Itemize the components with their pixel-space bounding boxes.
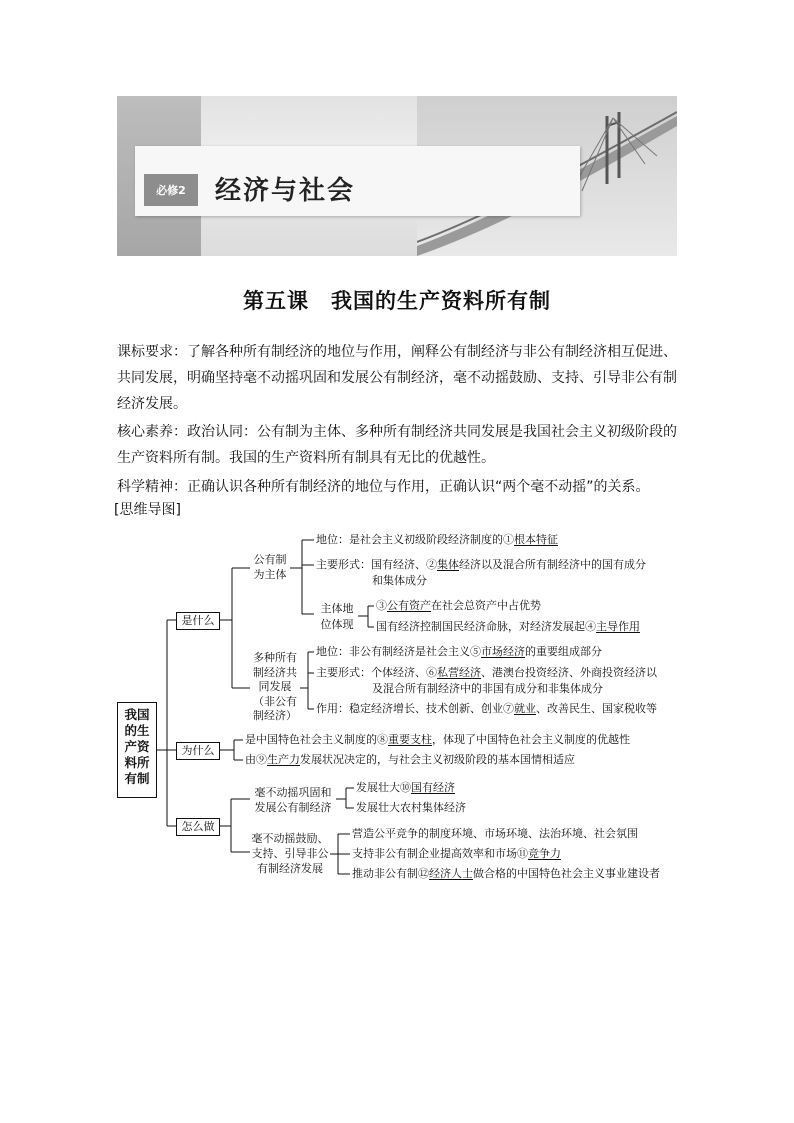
requirements-label: 课标要求： <box>117 344 187 360</box>
public-status <box>316 533 558 547</box>
book-badge: 必修2 <box>144 174 198 206</box>
public-role2-prefix: 国有经济控制国民经济命脉，对经济发展起④ <box>376 620 596 633</box>
public-role1-suffix: 在社会总资产中占优势 <box>431 599 541 612</box>
how-nonpublic-item3-suffix: 做合格的中国特色社会主义事业建设者 <box>473 867 660 880</box>
requirements-text: 了解各种所有制经济的地位与作用，阐释公有制经济与非公有制经济相互促进、共同发展，明确坚持毫不动摇巩固和发展公有制经济，毫不动摇鼓励、支持、引导非公有制经济发展。 <box>117 344 677 412</box>
how-nonpublic-item3-prefix: 推动非公有制⑫ <box>352 867 429 880</box>
branch-why-label: 为什么 <box>181 744 215 757</box>
nonpublic-forms-suffix: 、港澳台投资经济、外商投资经济以 <box>481 666 657 679</box>
node-nonpublic-ownership: 多种所有制经济共同发展（非公有制经济） <box>253 651 297 722</box>
why-line2-suffix: 发展状况决定的，与社会主义初级阶段的基本国情相适应 <box>300 753 575 766</box>
mindmap-root-text: 我国的生产资料所有制 <box>124 707 150 786</box>
mindmap-root <box>117 702 157 798</box>
public-role-2 <box>376 620 640 634</box>
nonpublic-forms-prefix: 主要形式：个体经济、⑥ <box>316 666 437 679</box>
public-role-1 <box>376 599 541 613</box>
node-public-ownership: 公有制为主体 <box>253 553 287 581</box>
node-encourage-nonpublic: 毫不动摇鼓励、支持、引导非公有制经济发展 <box>251 832 329 875</box>
branch-what <box>176 612 220 630</box>
branch-how-label: 怎么做 <box>181 820 215 833</box>
literacy-label: 核心素养： <box>117 424 187 440</box>
answer-1: 根本特征 <box>514 533 558 546</box>
answer-6: 私营经济 <box>437 666 481 679</box>
why-line2-prefix: 由⑨ <box>245 753 267 766</box>
public-forms-suffix: 经济以及混合所有制经济中的国有成分 <box>459 558 646 571</box>
answer-3: 公有资产 <box>387 599 431 612</box>
public-role1-prefix: ③ <box>376 599 387 612</box>
node-public-main-role: 主体地位体现 <box>320 602 354 631</box>
how-public-item-2: 发展壮大农村集体经济 <box>356 801 466 814</box>
nonpublic-role <box>316 702 657 716</box>
answer-10: 国有经济 <box>411 781 455 794</box>
public-status-prefix: 地位：是社会主义初级阶段经济制度的① <box>316 533 514 546</box>
answer-5: 市场经济 <box>481 645 525 658</box>
why-line1-prefix: 是中国特色社会主义制度的⑧ <box>245 733 388 746</box>
branch-what-label: 是什么 <box>181 614 215 627</box>
book-title: 经济与社会 <box>215 176 356 206</box>
how-nonpublic-item-2 <box>352 847 561 861</box>
mindmap-label: [思维导图] <box>114 502 181 518</box>
how-nonpublic-item2-prefix: 支持非公有制企业提高效率和市场⑪ <box>352 847 528 860</box>
science-text: 科学精神：正确认识各种所有制经济的地位与作用，正确认识“两个毫不动摇”的关系。 <box>117 479 650 495</box>
how-public-item1-prefix: 发展壮大⑩ <box>356 781 411 794</box>
how-nonpublic-item-3 <box>352 867 660 881</box>
answer-12: 经济人士 <box>429 867 473 880</box>
public-forms <box>316 558 646 572</box>
branch-how <box>176 818 220 836</box>
public-forms-prefix: 主要形式：国有经济、② <box>316 558 437 571</box>
answer-11: 竞争力 <box>528 847 561 860</box>
nonpublic-status <box>316 645 602 659</box>
how-public-item-1 <box>356 781 455 795</box>
how-nonpublic-item-1: 营造公平竞争的制度环境、市场环境、法治环境、社会氛围 <box>352 827 638 840</box>
literacy-text: 政治认同：公有制为主体、多种所有制经济共同发展是我国社会主义初级阶段的生产资料所有制。我国的生产资料所有制具有无比的优越性。 <box>117 424 677 466</box>
nonpublic-role-suffix: 、改善民生、国家税收等 <box>536 702 657 715</box>
branch-why <box>176 742 220 760</box>
answer-8: 重要支柱 <box>388 733 432 746</box>
nonpublic-status-suffix: 的重要组成部分 <box>525 645 602 658</box>
nonpublic-status-prefix: 地位：非公有制经济是社会主义⑤ <box>316 645 481 658</box>
answer-2: 集体 <box>437 558 459 571</box>
public-forms-line2: 和集体成分 <box>372 574 427 587</box>
why-line-1 <box>245 733 630 747</box>
nonpublic-role-prefix: 作用：稳定经济增长、技术创新、创业⑦ <box>316 702 514 715</box>
answer-9: 生产力 <box>267 753 300 766</box>
nonpublic-forms-line2: 及混合所有制经济中的非国有成分和非集体成分 <box>372 682 603 695</box>
answer-7: 就业 <box>514 702 536 715</box>
why-line1-suffix: ，体现了中国特色社会主义制度的优越性 <box>432 733 630 746</box>
nonpublic-forms <box>316 666 657 680</box>
answer-4: 主导作用 <box>596 620 640 633</box>
why-line-2 <box>245 753 575 767</box>
lesson-title-text: 第五课 我国的生产资料所有制 <box>243 288 551 313</box>
node-consolidate-public: 毫不动摇巩固和发展公有制经济 <box>254 786 332 814</box>
